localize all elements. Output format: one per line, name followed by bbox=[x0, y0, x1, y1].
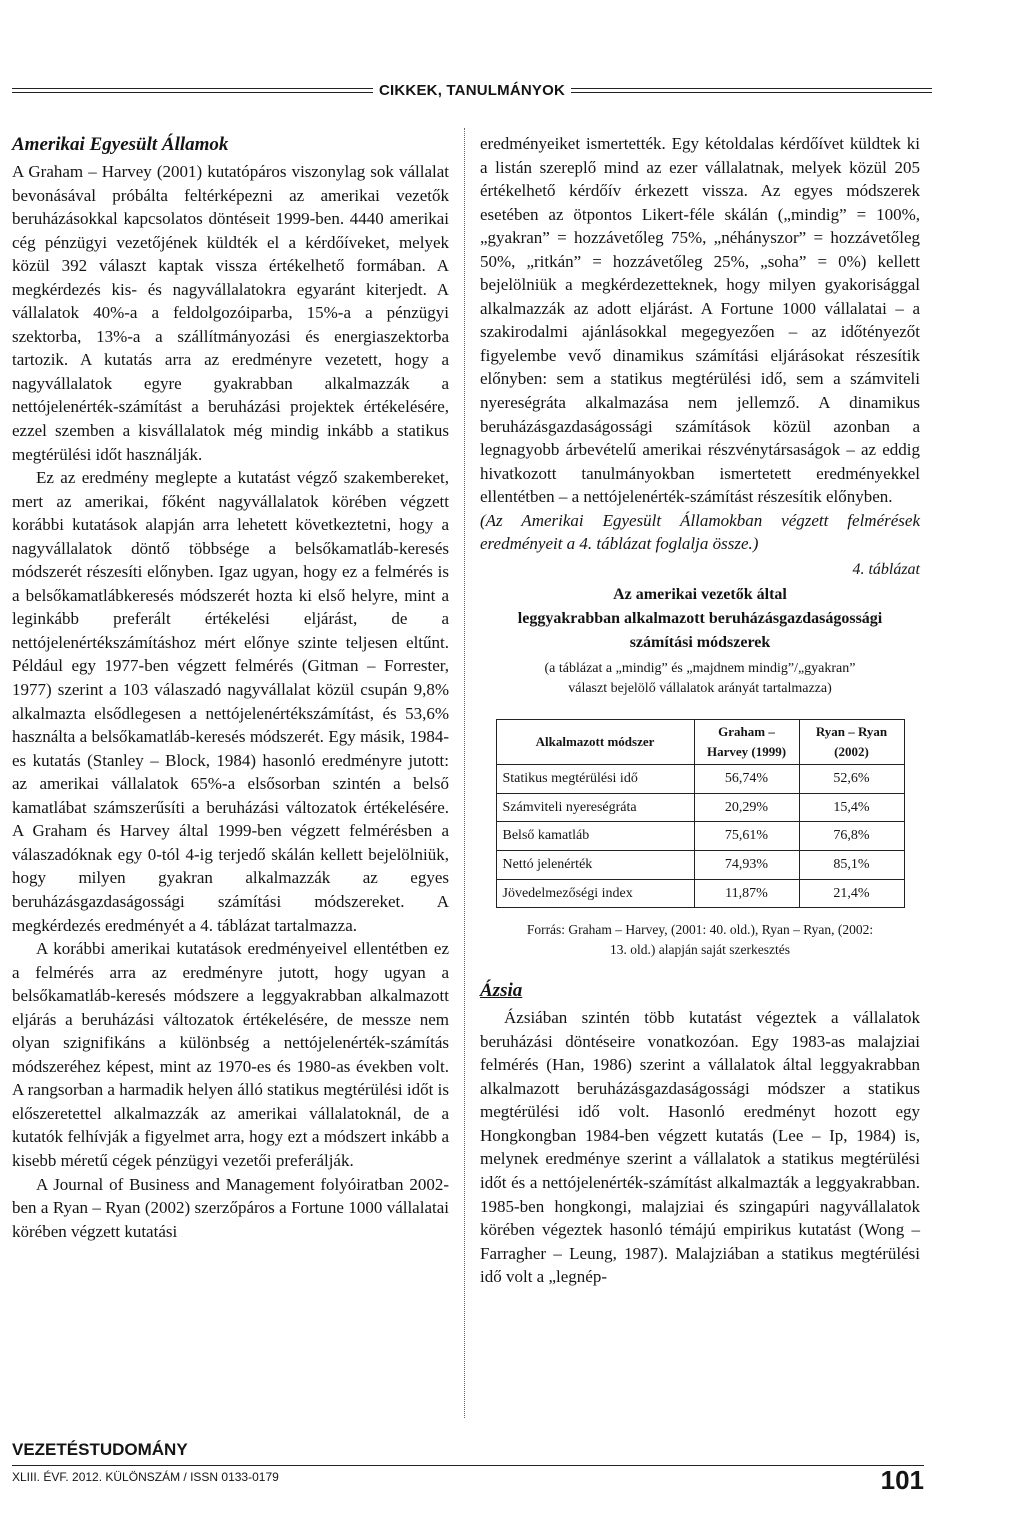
journal-name: VEZETÉSTUDOMÁNY bbox=[12, 1440, 188, 1459]
paragraph: A Journal of Business and Management folyóiratban 2002-ben a Ryan – Ryan (2002) szerzőpáros a Fortune 1000 vállalatai körében végzett kutatási bbox=[12, 1174, 449, 1241]
left-column bbox=[12, 132, 449, 1243]
footer-rule bbox=[12, 1465, 924, 1466]
paragraph: eredményeiket ismertették. Egy kétoldalas kérdőívet küldtek ki a listán szereplő mind az ezer vállalatnak, melyek közül 205 értékelhető kérdőív érkezett vissza. Az egyes módszerek esetében az ötpontos Likert-féle skálán („mindig” = 100%, „gyakran” = hozzávetőleg 75%, „néhányszor” = hozzávetőleg 50%, „ritkán” = hozzávetőleg 25%, „soha” = 0%) kellett bejelölniük a megkérdezetteknek, hogy milyen gyakorisággal alkalmazzák az adott eljárást. A Fortune 1000 vállalatai – a szakirodalmi ajánlásokkal megegyezően – az időtényezőt figyelembe vevő dinamikus számítási eljárásokat részesítik előnyben: sem a statikus megtérülési idő, sem a számviteli nyereségráta alkalmazása nem jellemző. A dinamikus beruházásgazdaságossági számítások közül azonban a legnagyobb árbevételű amerikai részvénytársaságok – az eddig hivatkozott tanulmányokban ismertetett eredményekkel ellentétben – a nettójelenérték-számítást részesítik előnyben. bbox=[480, 134, 920, 507]
section-title: CIKKEK, TANULMÁNYOK bbox=[379, 81, 566, 99]
column-divider bbox=[464, 128, 465, 1418]
table-cell: Nettó jelenérték bbox=[496, 851, 694, 880]
table-row bbox=[496, 793, 904, 822]
column-header: Ryan – Ryan (2002) bbox=[799, 720, 904, 765]
table-cell: 85,1% bbox=[799, 851, 904, 880]
table-cell: 52,6% bbox=[799, 765, 904, 794]
paragraph: A korábbi amerikai kutatások eredményeivel ellentétben ez a felmérés arra az eredményre jutott, hogy ugyan a belsőkamatláb-keresés módszere a leggyakrabban alkalmazott eljárás a beruházási változatok értékelésére, de messze nem olyan szignifikáns a különbség a nettójelenérték-számítás módszeréhez képest, mint az 1970-es és 1980-as években volt. A rangsorban a harmadik helyen álló statikus megtérülési időt is előszeretettel alkalmazzák az amerikai vállalatoknál, de a kutatók felhívják a figyelmet arra, hogy ezt a módszert inkább a kisebb méretű cégek pénzügyi vezetői preferálják. bbox=[12, 939, 449, 1170]
table-cell: 20,29% bbox=[694, 793, 799, 822]
column-header: Alkalmazott módszer bbox=[496, 720, 694, 765]
table-source bbox=[480, 920, 920, 960]
table-cell: 11,87% bbox=[694, 879, 799, 908]
table-label: 4. táblázat bbox=[852, 560, 920, 578]
table-row bbox=[496, 765, 904, 794]
table-row bbox=[496, 851, 904, 880]
table-title-line: leggyakrabban alkalmazott beruházásgazdaságossági bbox=[517, 610, 883, 628]
table-cell: 21,4% bbox=[799, 879, 904, 908]
methods-table bbox=[496, 719, 905, 908]
table-cell: 56,74% bbox=[694, 765, 799, 794]
page-number: 101 bbox=[880, 1465, 924, 1495]
column-header: Graham – Harvey (1999) bbox=[694, 720, 799, 765]
section-heading-usa: Amerikai Egyesült Államok bbox=[12, 134, 229, 155]
table-reference-note: (Az Amerikai Egyesült Államokban végzett felmérések eredményeit a 4. táblázat foglalja össze.) bbox=[480, 510, 920, 554]
table-cell: Belső kamatláb bbox=[496, 822, 694, 851]
table-subtitle-line: (a táblázat a „mindig” és „majdnem mindig”/„gyakran” bbox=[544, 661, 856, 677]
paragraph: A Graham – Harvey (2001) kutatópáros viszonylag sok vállalat bevonásával próbálta feltérképezni az amerikai vezetők beruházásokkal kapcsolatos döntéseit 1999-ben. 4440 amerikai cég pénzügyi vezetőjének küldték el a kérdőíveket, melyek közül 392 választ kaptak vissza értékelhető formában. A megkérdezés kis- és nagyvállalatokra egyaránt kiterjedt. A vállalatok 40%-a a feldolgozóiparba, 15%-a a pénzügyi szektorba, 13%-a a szállítmányozási és energiaszektorba tartozik. A kutatás arra az eredményre vezetett, hogy a nagyvállalatok egyre gyakrabban alkalmazzák a nettójelenérték-számítást a beruházási projektek értékelésére, ezzel szemben a kisvállalatok még mindig inkább a statikus megtérülési időt használják. bbox=[12, 162, 449, 464]
table-cell: 76,8% bbox=[799, 822, 904, 851]
section-heading-asia: Ázsia bbox=[480, 980, 523, 1002]
table-cell: 15,4% bbox=[799, 793, 904, 822]
issue-issn: XLIII. ÉVF. 2012. KÜLÖNSZÁM / ISSN 0133-0179 bbox=[12, 1470, 279, 1484]
table-cell: Számviteli nyereségráta bbox=[496, 793, 694, 822]
header-rule-left bbox=[12, 88, 373, 93]
source-line: Forrás: Graham – Harvey, (2001: 40. old.), Ryan – Ryan, (2002: bbox=[526, 922, 874, 938]
right-column bbox=[480, 132, 920, 1289]
table-cell: 74,93% bbox=[694, 851, 799, 880]
table-subtitle-line: választ bejelölő vállalatok arányát tartalmazza) bbox=[568, 681, 832, 697]
table-row bbox=[496, 879, 904, 908]
source-line: 13. old.) alapján saját szerkesztés bbox=[610, 942, 790, 958]
paragraph: Ázsiában szintén több kutatást végeztek a vállalatok beruházási döntéseire vonatkozóan. Egy 1983-as malajziai felmérés (Han, 1986) szerint a vállalatok által leggyakrabban alkalmazott beruházásgazdaságossági módszer a statikus megtérülési idő volt. Hasonló eredményt hozott egy Hongkongban 1984-ben végzett kutatás (Lee – Ip, 1984) is, melynek eredménye szerint a vállalatok a statikus megtérülési időt és a nettójelenérték-számítást alkalmazták a leggyakrabban. 1985-ben hongkongi, malajziai és szingapúri nagyvállalatok körében végeztek hasonló témájú empirikus kutatást (Wong – Farragher – Leung, 1987). Malajziában a statikus megtérülési idő volt a „legnép- bbox=[480, 1008, 920, 1287]
table-subtitle bbox=[480, 659, 920, 699]
paragraph: Ez az eredmény meglepte a kutatást végző szakembereket, mert az amerikai, főként nagyvállalatok körében végzett korábbi kutatások alapján arra lehetett következtetni, hogy a nagyvállalatok döntő többsége a belsőkamatláb-keresés módszerét részesíti előnyben. Igaz ugyan, hogy ez a felmérés is a belsőkamatlábkeresés módszerét hozta ki első helyre, mint a leginkább preferált értékelési eljárást, de a nettójelenértékszámításhoz mért előnye szinte teljesen eltűnt. Például egy 1977-ben végzett felmérés (Gitman – Forrester, 1977) szerint a 103 válaszadó nagyvállalat közül csupán 9,8% alkalmazta elsődlegesen a nettójelenértékszámítást, és 53,6% használta a belsőkamatláb-keresés módszerét. Egy másik, 1984-es kutatás (Stanley – Block, 1984) hasonló eredményre jutott: az amerikai vállalatok 65%-a elsősorban szintén a belső kamatlábat számszerűsíti a beruházási változatok értékelésére. A Graham és Harvey által 1999-ben végzett felmérésben a válaszadóknak egy 0-tól 4-ig terjedő skálán kellett bejelölniük, hogy milyen gyakran alkalmazzák az egyes beruházásgazdaságossági számítási módszereket. A megkérdezés eredményét a 4. táblázat tartalmazza. bbox=[12, 468, 449, 935]
table-cell: Statikus megtérülési idő bbox=[496, 765, 694, 794]
running-header bbox=[12, 78, 932, 102]
table-cell: Jövedelmezőségi index bbox=[496, 879, 694, 908]
table-row bbox=[496, 822, 904, 851]
table-header-row bbox=[496, 720, 904, 765]
table-title bbox=[480, 583, 920, 655]
table-title-line: Az amerikai vezetők által bbox=[613, 586, 787, 604]
header-rule-right bbox=[571, 88, 932, 93]
table-title-line: számítási módszerek bbox=[629, 634, 771, 652]
table-cell: 75,61% bbox=[694, 822, 799, 851]
